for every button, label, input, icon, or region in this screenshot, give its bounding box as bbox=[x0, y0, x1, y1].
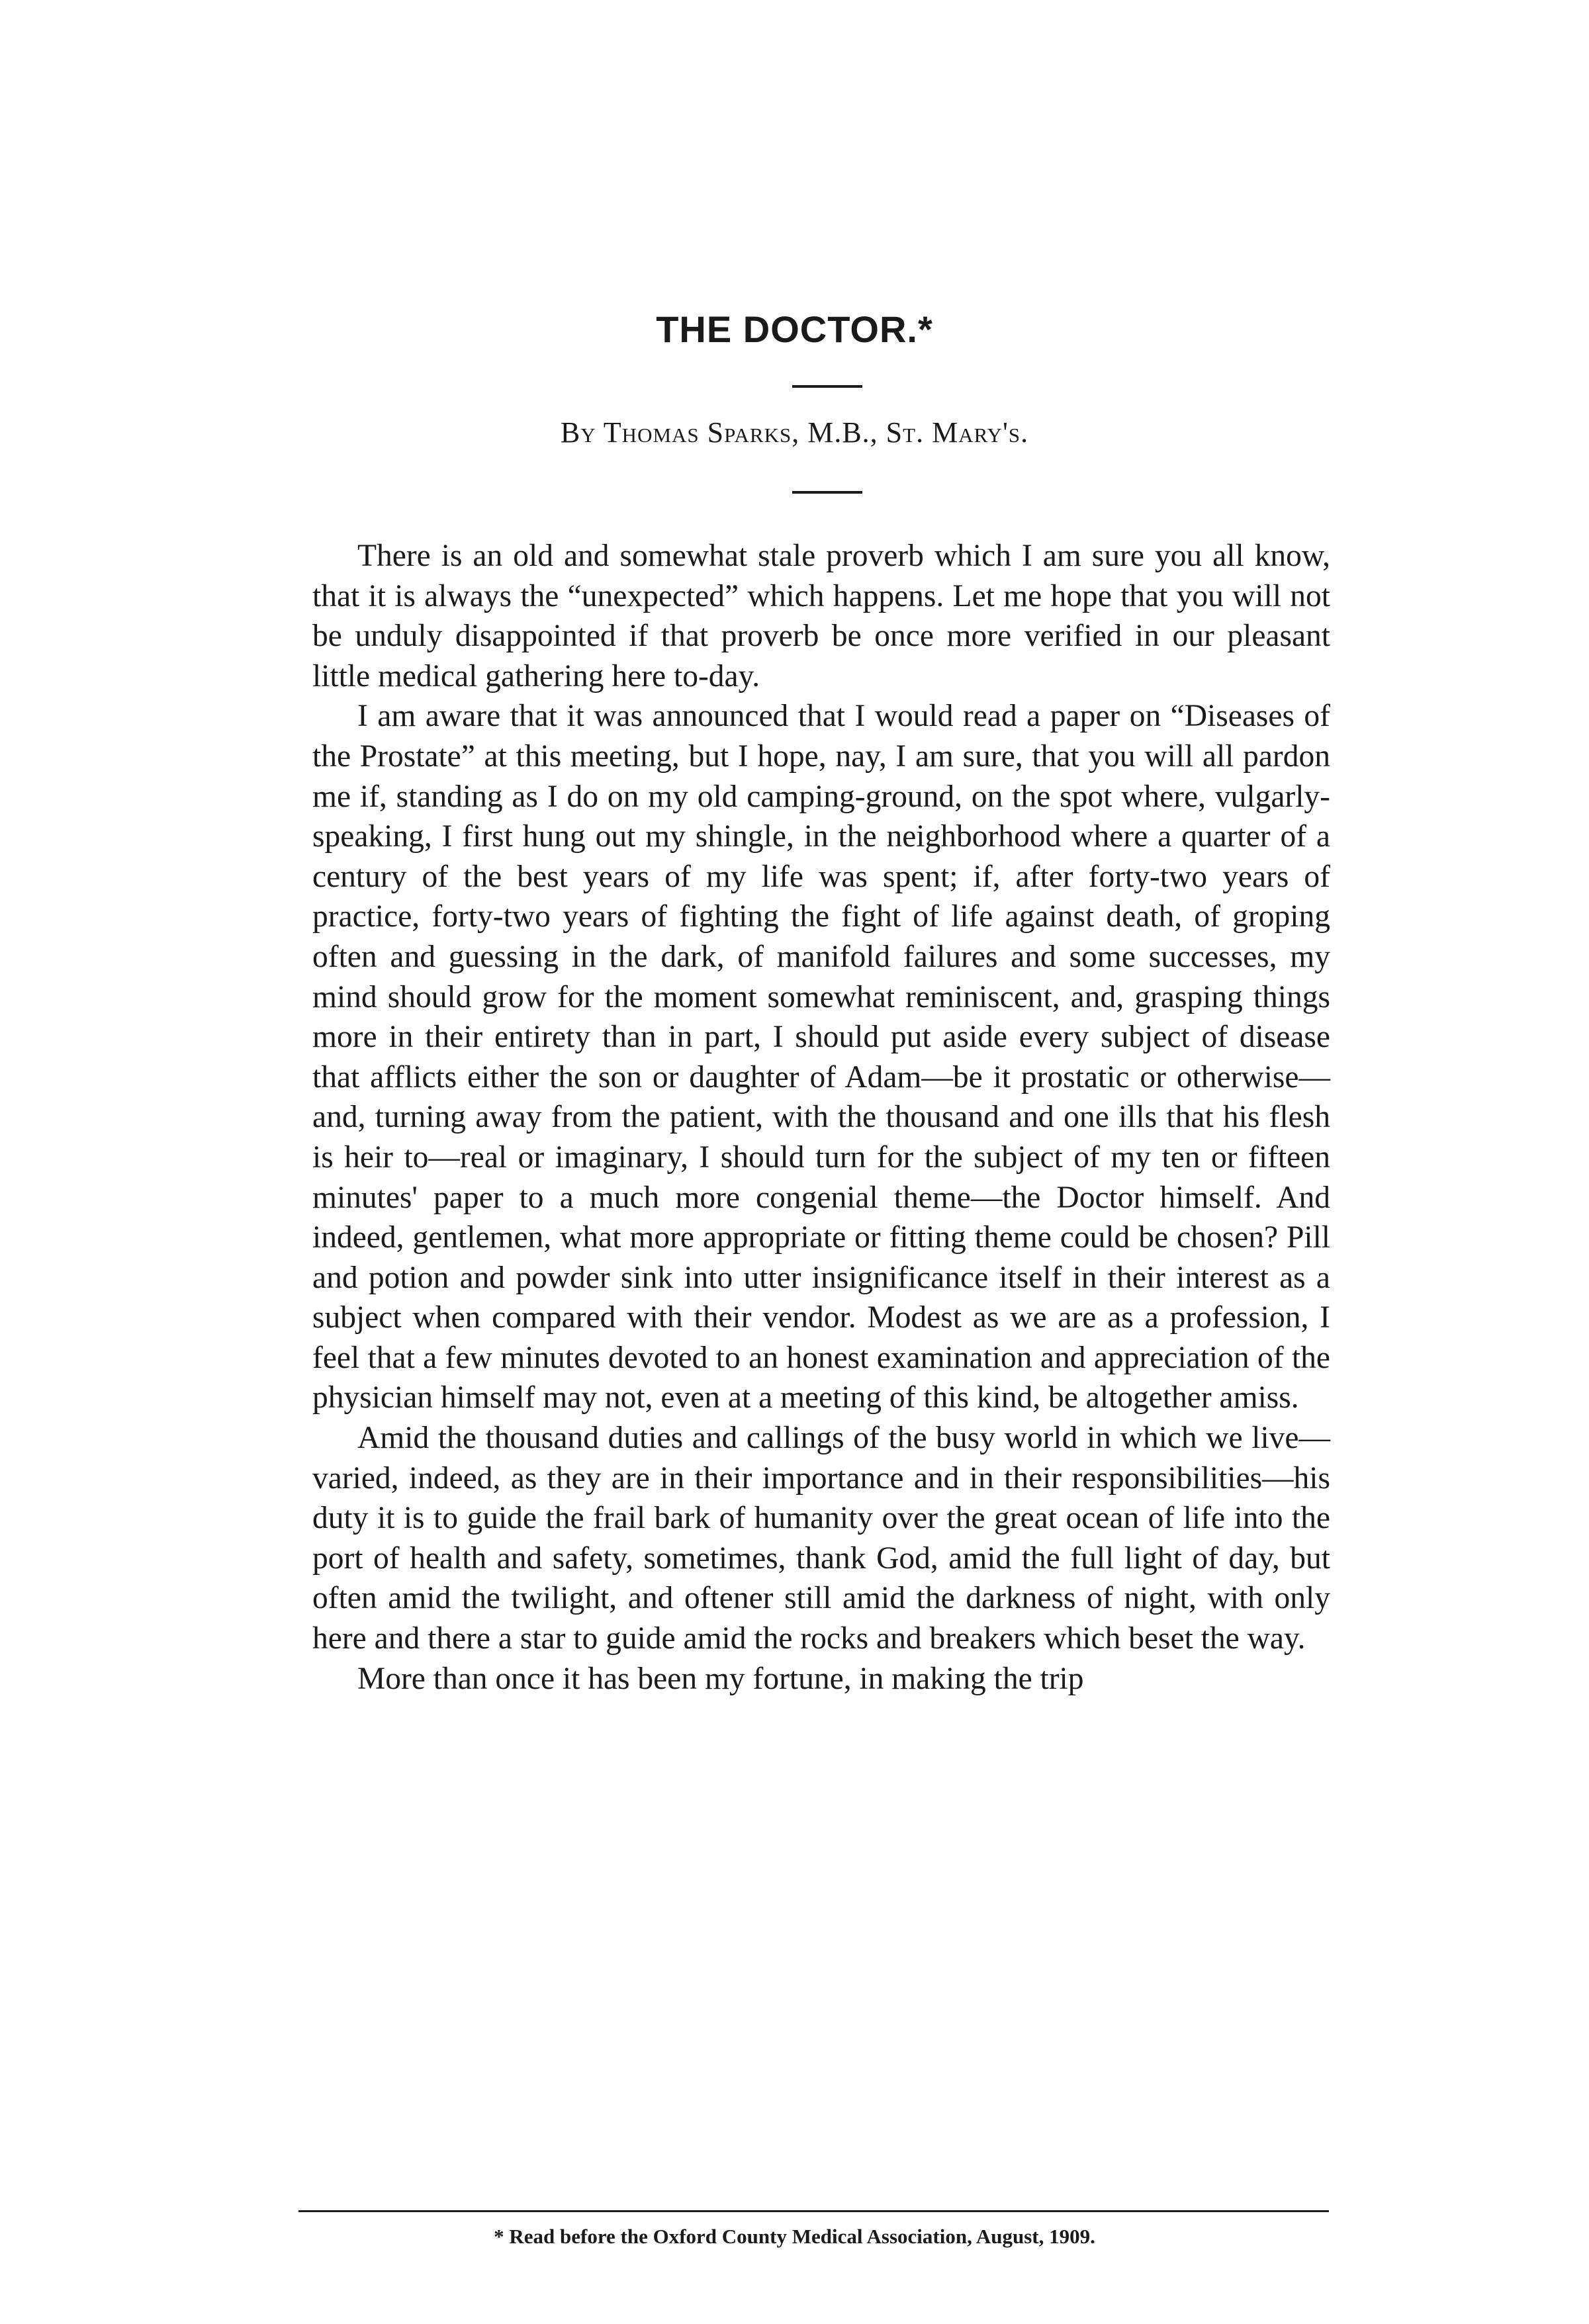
author-byline: By Thomas Sparks, M.B., St. Mary's. bbox=[560, 416, 1029, 449]
paragraph-2: I am aware that it was announced that I would read a paper on “Diseases of the Prostate” at this meeting, but I hope, nay, I am sure, that you will all pardon me if, standing as I do on my old camping-ground, on the spot where, vulgarly-speaking, I first hung out my shingle, in the neighborhood where a quarter of a century of the best years of my life was spent; if, after forty-two years of practice, forty-two years of fighting the fight of life against death, of groping often and guessing in the dark, of manifold failures and some successes, my mind should grow for the moment somewhat reminiscent, and, grasping things more in their entirety than in part, I should put aside every subject of disease that afflicts either the son or daughter of Adam—be it prostatic or otherwise—and, turning away from the patient, with the thousand and one ills that his flesh is heir to—real or imaginary, I should turn for the subject of my ten or fifteen minutes' paper to a much more congenial theme—the Doctor himself. And indeed, gentlemen, what more appropriate or fitting theme could be chosen? Pill and potion and powder sink into utter insignificance itself in their interest as a subject when compared with their vendor. Modest as we are as a profession, I feel that a few minutes devoted to an honest examination and appreciation of the physician himself may not, even at a meeting of this kind, be altogether amiss. bbox=[312, 699, 1330, 1415]
byline-rule bbox=[792, 491, 862, 494]
article-title: THE DOCTOR.* bbox=[656, 308, 933, 350]
footnote: * Read before the Oxford County Medical Association, August, 1909. bbox=[494, 2225, 1095, 2248]
footnote-rule bbox=[298, 2210, 1329, 2212]
article-body bbox=[312, 536, 1330, 1699]
paragraph-1: There is an old and somewhat stale proverb which I am sure you all know, that it is always the “unexpected” which happens. Let me hope that you will not be unduly disappointed if that proverb be once more verified in our pleasant little medical gathering here to-day. bbox=[312, 539, 1330, 693]
paragraph-3: Amid the thousand duties and callings of the busy world in which we live—varied, indeed, as they are in their importance and in their responsibilities—his duty it is to guide the frail bark of humanity over the great ocean of life into the port of health and safety, sometimes, thank God, amid the full light of day, but often amid the twilight, and oftener still amid the darkness of night, with only here and there a star to guide amid the rocks and breakers which beset the way. bbox=[312, 1421, 1330, 1656]
title-rule bbox=[792, 385, 862, 388]
paragraph-4: More than once it has been my fortune, in making the trip bbox=[357, 1661, 1084, 1696]
